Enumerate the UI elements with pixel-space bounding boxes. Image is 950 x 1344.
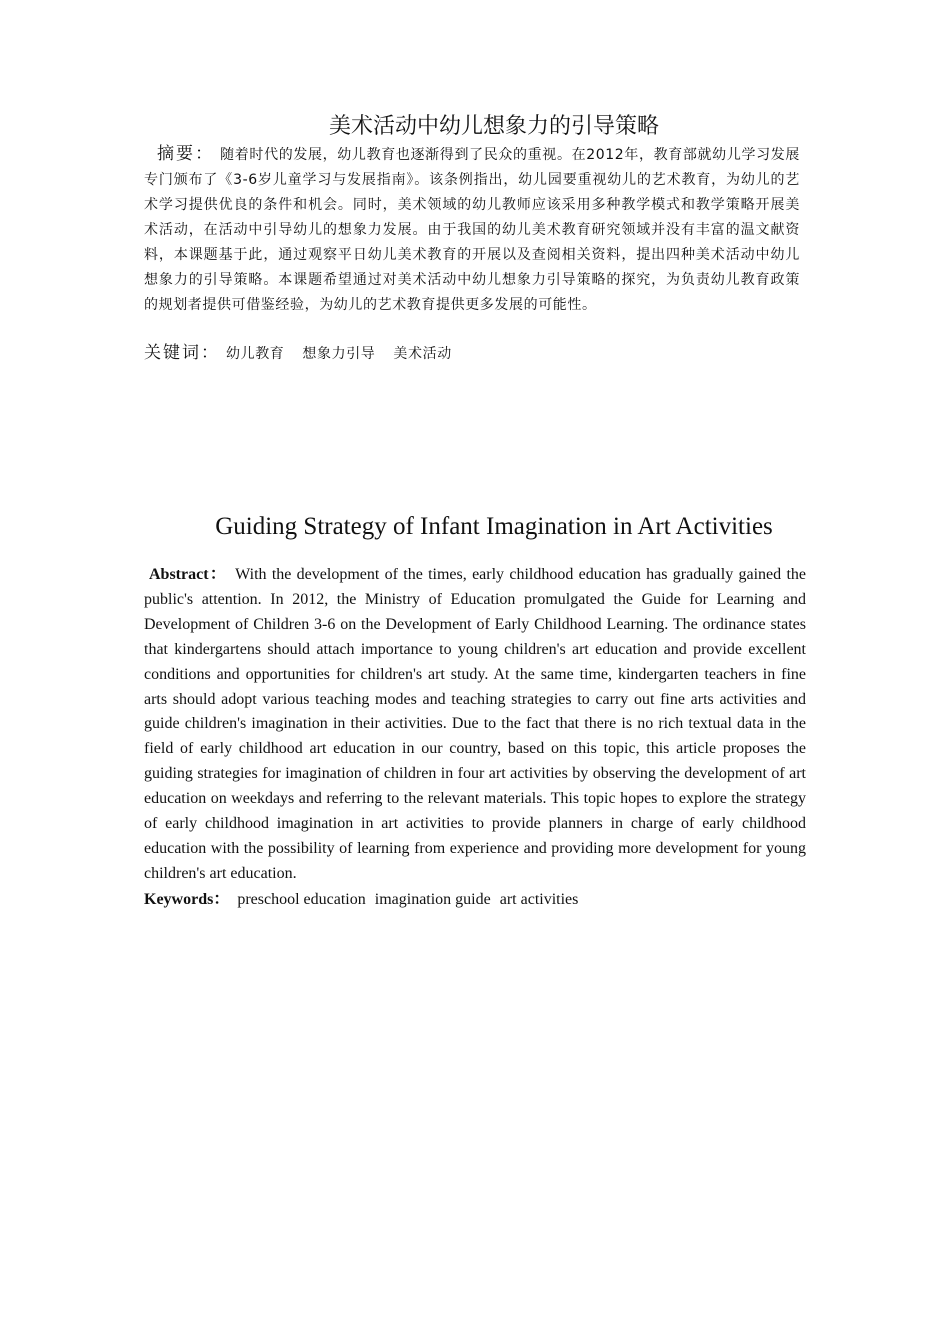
english-keyword: preschool education xyxy=(237,891,366,908)
chinese-keywords xyxy=(144,340,800,367)
chinese-abstract-text: 随着时代的发展，幼儿教育也逐渐得到了民众的重视。在2012年，教育部就幼儿学习发展专门颁布了《3-6岁儿童学习与发展指南》。该条例指出，幼儿园要重视幼儿的艺术教育，为幼儿的艺术学习提供优良的条件和机会。同时，美术领域的幼儿教师应该采用多种教学模式和教学策略开展美术活动，在活动中引导幼儿的想象力发展。由于我国的幼儿美术教育研究领域并没有丰富的温文献资料，本课题基于此，通过观察平日幼儿美术教育的开展以及查阅相关资料，提出四种美术活动中幼儿想象力的引导策略。本课题希望通过对美术活动中幼儿想象力引导策略的探究，为负责幼儿教育政策的规划者提供可借鉴经验，为幼儿的艺术教育提供更多发展的可能性。 xyxy=(144,147,801,313)
chinese-keyword: 美术活动 xyxy=(393,346,452,362)
chinese-title: 美术活动中幼儿想象力的引导策略 xyxy=(328,114,659,139)
english-keywords-label: Keywords： xyxy=(144,891,230,908)
english-keyword: imagination guide xyxy=(374,891,491,908)
chinese-abstract xyxy=(144,142,800,318)
chinese-keyword: 想象力引导 xyxy=(302,346,376,362)
chinese-keywords-label: 关键词： xyxy=(144,343,220,363)
chinese-keyword: 幼儿教育 xyxy=(226,346,285,362)
chinese-abstract-label: 摘要： xyxy=(157,144,215,164)
english-abstract-text: With the development of the times, early childhood education has gradually gained the public's attention. In 2012, the Ministry of Education promulgated the Guide for Learning and Development of Children 3-6 on the Development of Early Childhood Learning. The ordinance states that kindergartens should attach importance to young children's art education and provide excellent conditions and opportunities for children's art study. At the same time, kindergarten teachers in fine arts should adopt various teaching modes and teaching strategies to carry out fine arts activities and guide children's imagination in their activities. Due to the fact that there is no rich textual data in the field of early childhood art education in our country, based on this topic, this article proposes the guiding strategies for imagination of children in four art activities by observing the development of art education on weekdays and referring to the relevant materials. This topic hopes to explore the strategy of early childhood imagination in art activities to provide planners in charge of early childhood education with the possibility of learning from experience and providing more development for young children's art education. xyxy=(144,566,806,882)
english-keywords xyxy=(144,887,806,912)
english-title: Guiding Strategy of Infant Imagination in Art Activities xyxy=(215,513,773,540)
english-abstract xyxy=(144,563,806,887)
english-keyword: art activities xyxy=(499,891,579,908)
english-abstract-label: Abstract： xyxy=(149,566,228,583)
